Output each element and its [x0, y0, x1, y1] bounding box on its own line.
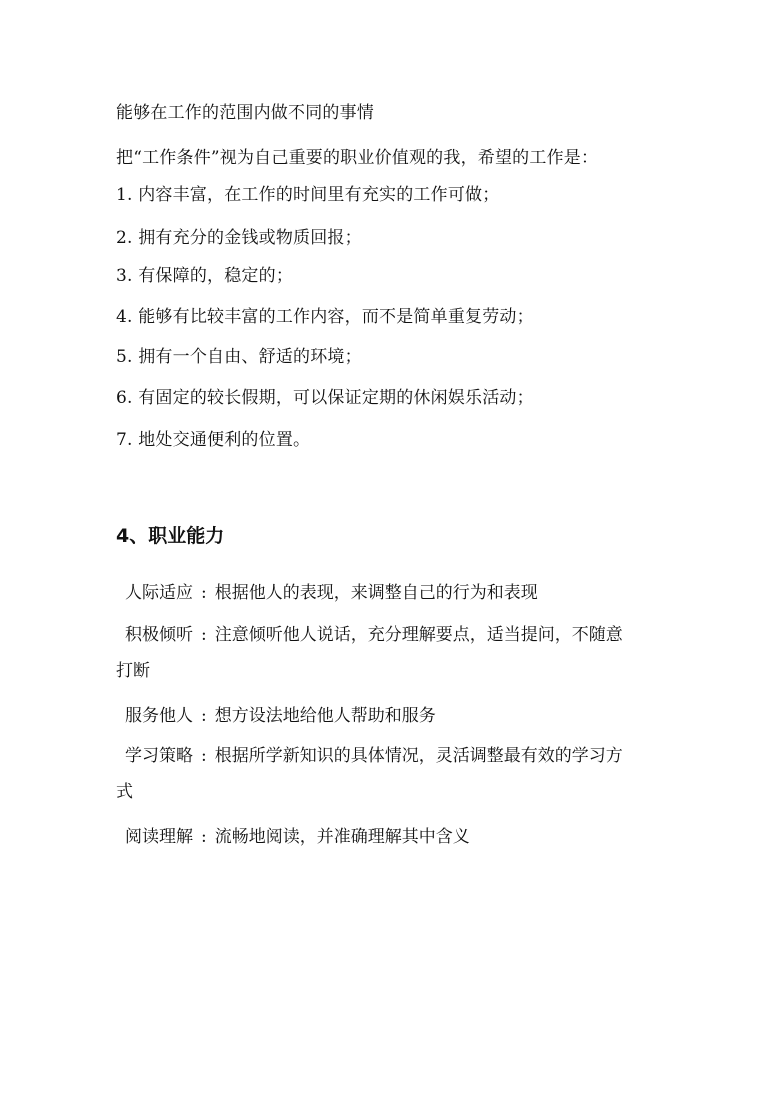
skill-description-wrap: 打断 — [116, 661, 150, 681]
skill-description: 注意倾听他人说话，充分理解要点，适当提问，不随意 — [214, 625, 623, 645]
intro-line-1: 能够在工作的范围内做不同的事情 — [116, 103, 374, 123]
skill-description: 根据所学新知识的具体情况，灵活调整最有效的学习方 — [214, 746, 623, 766]
skill-description-wrap: 式 — [116, 782, 133, 802]
skill-separator: : — [201, 746, 207, 766]
skill-item — [116, 826, 661, 848]
skill-description: 根据他人的表现，来调整自己的行为和表现 — [214, 583, 538, 603]
skill-name: 服务他人 — [125, 706, 193, 726]
work-condition-3: 3. 有保障的，稳定的； — [116, 266, 294, 286]
skill-name: 阅读理解 — [125, 827, 193, 847]
section-heading: 4、职业能力 — [116, 525, 225, 547]
work-condition-2: 2. 拥有充分的金钱或物质回报； — [116, 228, 362, 248]
skill-description: 想方设法地给他人帮助和服务 — [214, 706, 436, 726]
skill-name: 学习策略 — [125, 746, 193, 766]
work-condition-6: 6. 有固定的较长假期，可以保证定期的休闲娱乐活动； — [116, 388, 534, 408]
skill-name: 人际适应 — [125, 583, 193, 603]
work-condition-7: 7. 地处交通便利的位置。 — [116, 430, 311, 450]
skill-separator: : — [201, 625, 207, 645]
skill-name: 积极倾听 — [125, 625, 193, 645]
skill-separator: : — [201, 706, 207, 726]
skill-item — [116, 582, 661, 604]
skill-separator: : — [201, 827, 207, 847]
skill-description: 流畅地阅读，并准确理解其中含义 — [214, 827, 470, 847]
skill-item — [116, 705, 661, 727]
work-condition-4: 4. 能够有比较丰富的工作内容，而不是简单重复劳动； — [116, 307, 534, 327]
skill-separator: : — [201, 583, 207, 603]
skill-item — [116, 745, 661, 803]
work-condition-1: 1. 内容丰富，在工作的时间里有充实的工作可做； — [116, 185, 500, 205]
work-condition-5: 5. 拥有一个自由、舒适的环境； — [116, 347, 362, 367]
intro-line-2: 把“工作条件”视为自己重要的职业价值观的我，希望的工作是： — [116, 148, 599, 168]
skill-item — [116, 624, 661, 682]
